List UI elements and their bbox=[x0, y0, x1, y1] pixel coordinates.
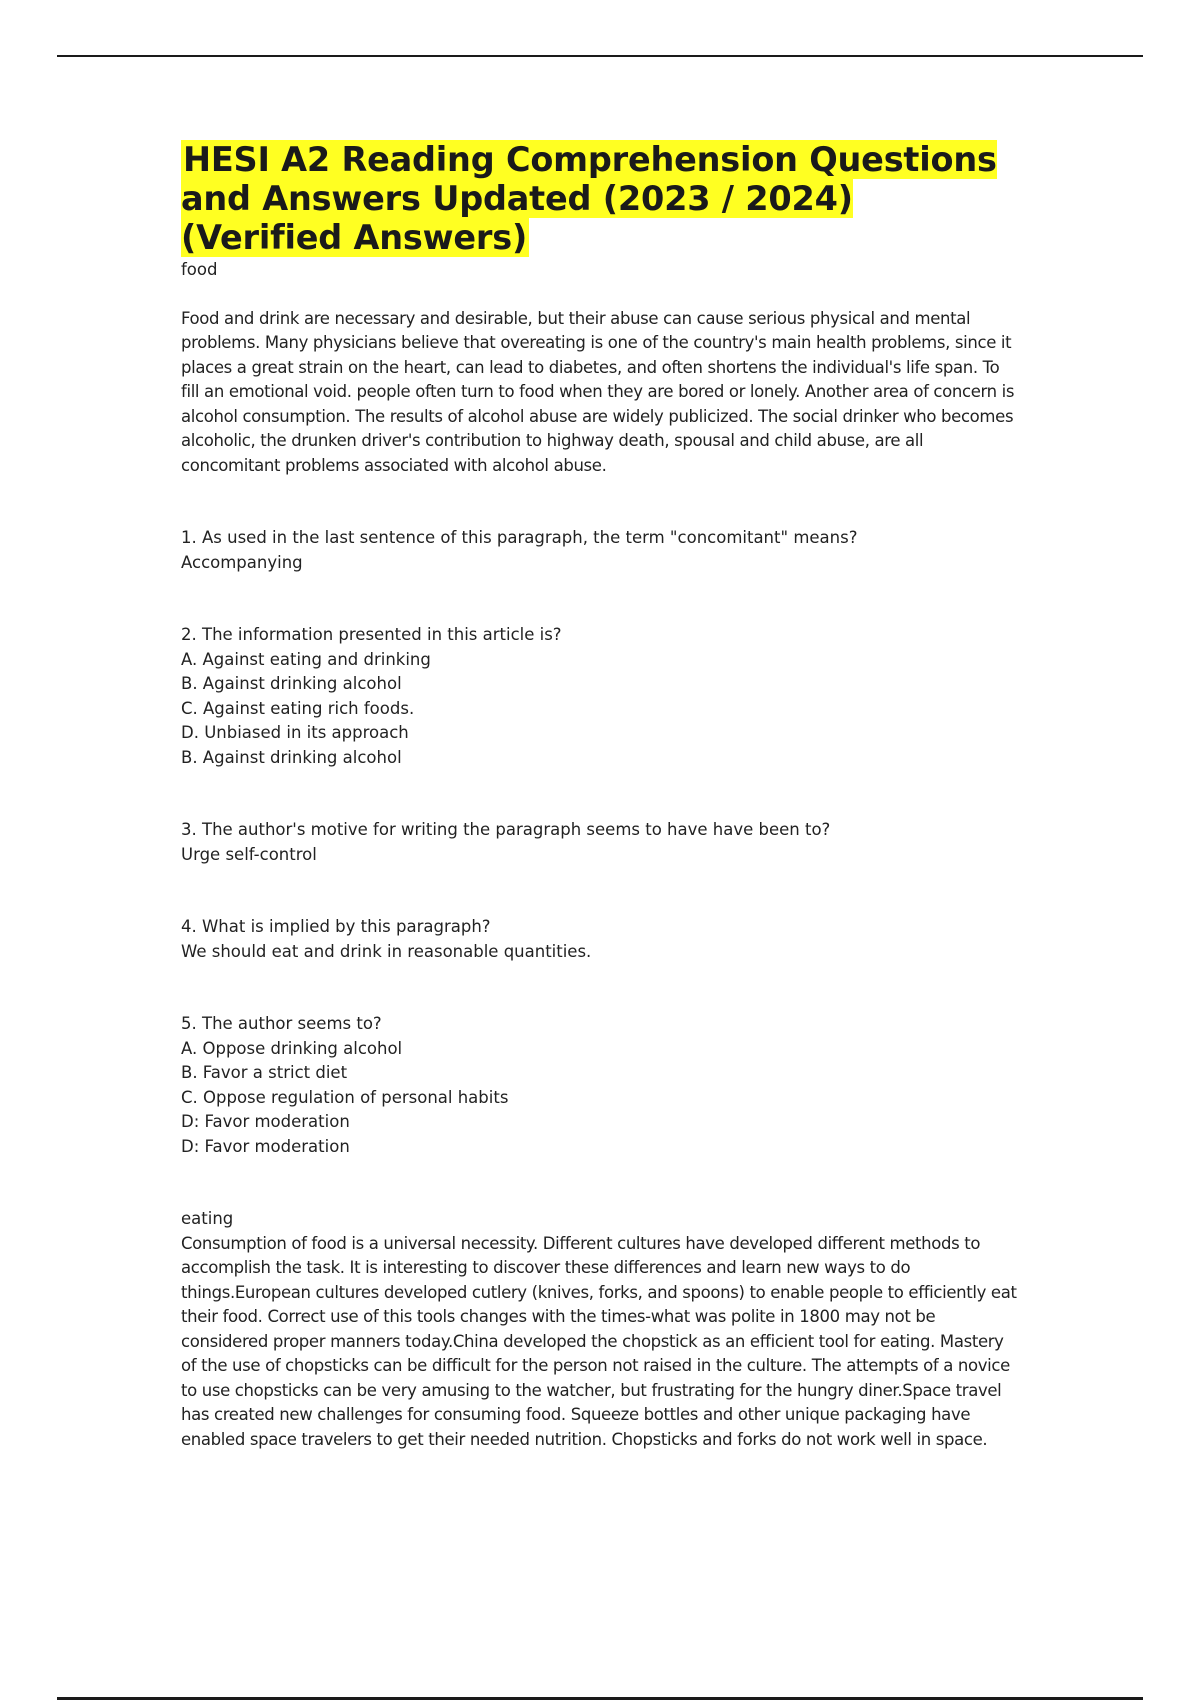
option-text: A. Oppose drinking alcohol bbox=[181, 1038, 403, 1058]
answer-text: Accompanying bbox=[181, 552, 303, 572]
question-text: 2. The information presented in this article is? bbox=[181, 625, 562, 644]
question-block-3 bbox=[181, 818, 1021, 867]
option-text: C. Oppose regulation of personal habits bbox=[181, 1087, 509, 1107]
option-text: D: Favor moderation bbox=[181, 1112, 350, 1131]
passage-paragraph-eating: Consumption of food is a universal necessity. Different cultures have developed different methods to accomplish the task. It is interesting to discover these differences and learn new ways to do things.European cultures developed cutlery (knives, forks, and spoons) to enable people to efficiently eat their food. Correct use of this tools changes with the times-what was polite in 1800 may not be considered proper manners today.China developed the chopstick as an efficient tool for eating. Mastery of the use of chopsticks can be difficult for the person not raised in the culture. The attempts of a novice to use chopsticks can be very amusing to the watcher, but frustrating for the hungry diner.Space travel has created new challenges for consuming food. Squeeze bottles and other unique packaging have enabled space travelers to get their needed nutrition. Chopsticks and forks do not work well in space. bbox=[181, 1233, 1017, 1449]
option-text: D. Unbiased in its approach bbox=[181, 723, 409, 742]
document-body bbox=[181, 140, 1021, 1452]
option-text: C. Against eating rich foods. bbox=[181, 698, 415, 718]
question-block-2 bbox=[181, 623, 1021, 770]
question-block-1 bbox=[181, 526, 1021, 575]
option-text: B. Favor a strict diet bbox=[181, 1063, 348, 1082]
answer-text: D: Favor moderation bbox=[181, 1136, 350, 1156]
question-text: 4. What is implied by this paragraph? bbox=[181, 917, 491, 936]
section-topic-eating: eating bbox=[181, 1209, 234, 1228]
section-topic-food: food bbox=[181, 260, 218, 279]
option-text: B. Against drinking alcohol bbox=[181, 674, 402, 693]
question-block-5 bbox=[181, 1012, 1021, 1159]
question-text: 1. As used in the last sentence of this paragraph, the term "concomitant" means? bbox=[181, 528, 858, 547]
answer-text: We should eat and drink in reasonable quantities. bbox=[181, 941, 592, 961]
passage-paragraph-food: Food and drink are necessary and desirable, but their abuse can cause serious physical and mental problems. Many physicians believe that overeating is one of the country's main health problems, since it places a great strain on the heart, can lead to diabetes, and often shortens the individual's life span. To fill an emotional void. people often turn to food when they are bored or lonely. Another area of concern is alcohol consumption. The results of alcohol abuse are widely publicized. The social drinker who becomes alcoholic, the drunken driver's contribution to highway death, spousal and child abuse, are all concomitant problems associated with alcohol abuse. bbox=[181, 308, 1015, 475]
question-block-4 bbox=[181, 915, 1021, 964]
header-rule bbox=[57, 55, 1143, 57]
answer-text: B. Against drinking alcohol bbox=[181, 747, 402, 767]
answer-text: Urge self-control bbox=[181, 844, 317, 864]
document-title bbox=[181, 140, 1021, 257]
title-highlight: HESI A2 Reading Comprehension Questions and Answers Updated (2023 / 2024) (Verified Answers) bbox=[181, 140, 997, 257]
question-text: 3. The author's motive for writing the paragraph seems to have have been to? bbox=[181, 820, 831, 839]
question-text: 5. The author seems to? bbox=[181, 1014, 382, 1033]
option-text: A. Against eating and drinking bbox=[181, 649, 431, 669]
